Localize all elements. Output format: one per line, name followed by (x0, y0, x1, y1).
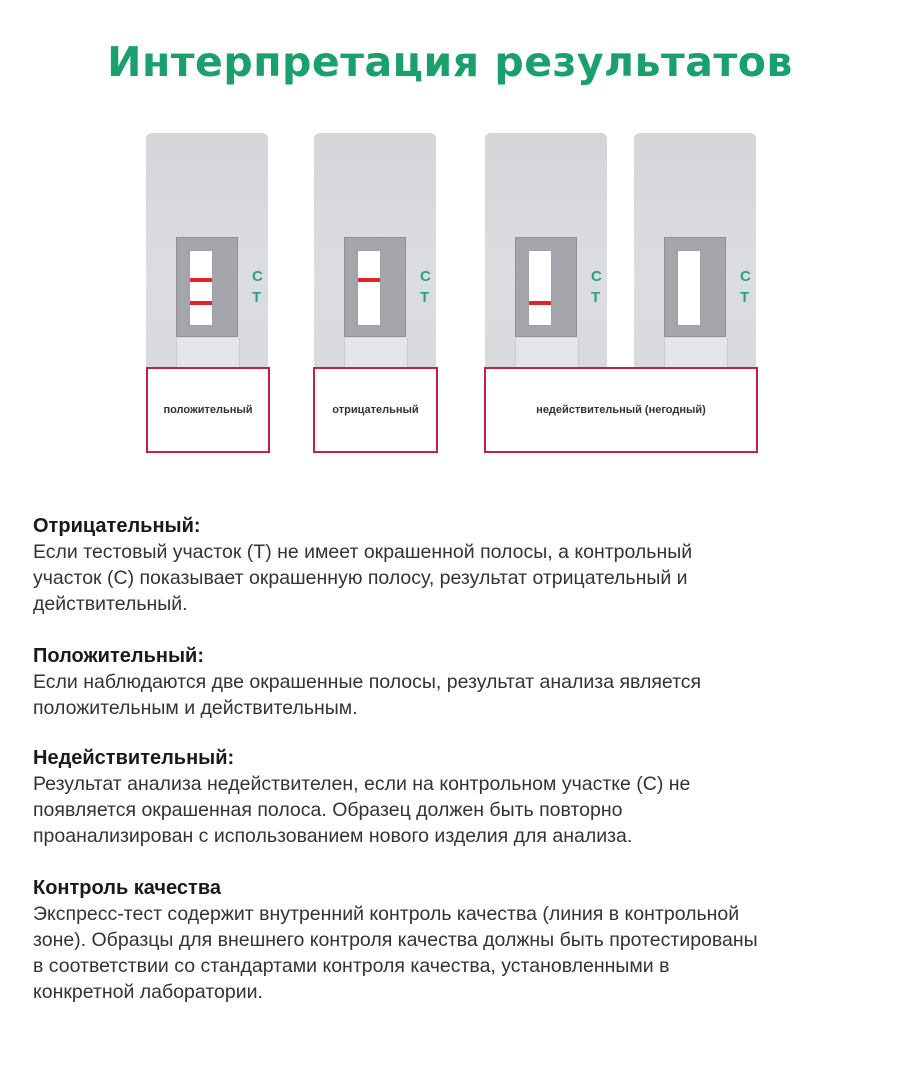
test-strip-invalid-none (634, 133, 756, 373)
test-band (529, 301, 551, 305)
body-line: Результат анализа недействителен, если на контрольном участке (C) не (33, 773, 691, 795)
label-invalid (484, 367, 758, 453)
section-body (33, 669, 893, 721)
body-line: проанализирован с использованием нового изделия для анализа. (33, 825, 633, 847)
section-invalid (33, 745, 893, 849)
label-invalid-text: недействительный (негодный) (536, 404, 706, 416)
control-mark: C (420, 268, 431, 285)
body-line: в соответствии со стандартами контроля качества, установленными в (33, 955, 670, 977)
result-window (664, 237, 726, 337)
control-band (190, 278, 212, 282)
label-negative (313, 367, 438, 453)
label-negative-text: отрицательный (332, 404, 419, 416)
control-mark: C (740, 268, 751, 285)
section-heading: Недействительный: (33, 747, 235, 769)
body-line: конкретной лаборатории. (33, 981, 263, 1003)
section-body (33, 771, 893, 849)
control-mark: C (591, 268, 602, 285)
body-line: Если наблюдаются две окрашенные полосы, результат анализа является (33, 671, 702, 693)
section-quality-control (33, 875, 893, 1005)
page-title: Интерпретация результатов (107, 38, 793, 86)
section-body (33, 901, 893, 1005)
test-mark: T (740, 289, 750, 306)
test-mark: T (591, 289, 601, 306)
test-mark: T (420, 289, 430, 306)
test-strip-negative (314, 133, 436, 373)
test-mark: T (252, 289, 262, 306)
body-line: положительным и действительным. (33, 697, 358, 719)
body-line: действительный. (33, 593, 188, 615)
test-strip-invalid-t-only (485, 133, 607, 373)
body-line: появляется окрашенная полоса. Образец должен быть повторно (33, 799, 623, 821)
result-window (344, 237, 406, 337)
control-band (358, 278, 380, 282)
control-mark: C (252, 268, 263, 285)
result-window (176, 237, 238, 337)
body-line: зоне). Образцы для внешнего контроля качества должны быть протестированы (33, 929, 758, 951)
body-line: Экспресс-тест содержит внутренний контроль качества (линия в контрольной (33, 903, 740, 925)
section-heading: Контроль качества (33, 877, 221, 899)
section-heading: Отрицательный: (33, 515, 201, 537)
test-strip-positive (146, 133, 268, 373)
label-positive (146, 367, 270, 453)
section-body (33, 539, 893, 617)
test-band (190, 301, 212, 305)
section-positive (33, 643, 893, 721)
body-line: участок (C) показывает окрашенную полосу, результат отрицательный и (33, 567, 688, 589)
section-negative (33, 513, 893, 617)
body-line: Если тестовый участок (T) не имеет окрашенной полосы, а контрольный (33, 541, 693, 563)
label-positive-text: положительный (163, 404, 253, 416)
section-heading: Положительный: (33, 645, 204, 667)
result-window (515, 237, 577, 337)
